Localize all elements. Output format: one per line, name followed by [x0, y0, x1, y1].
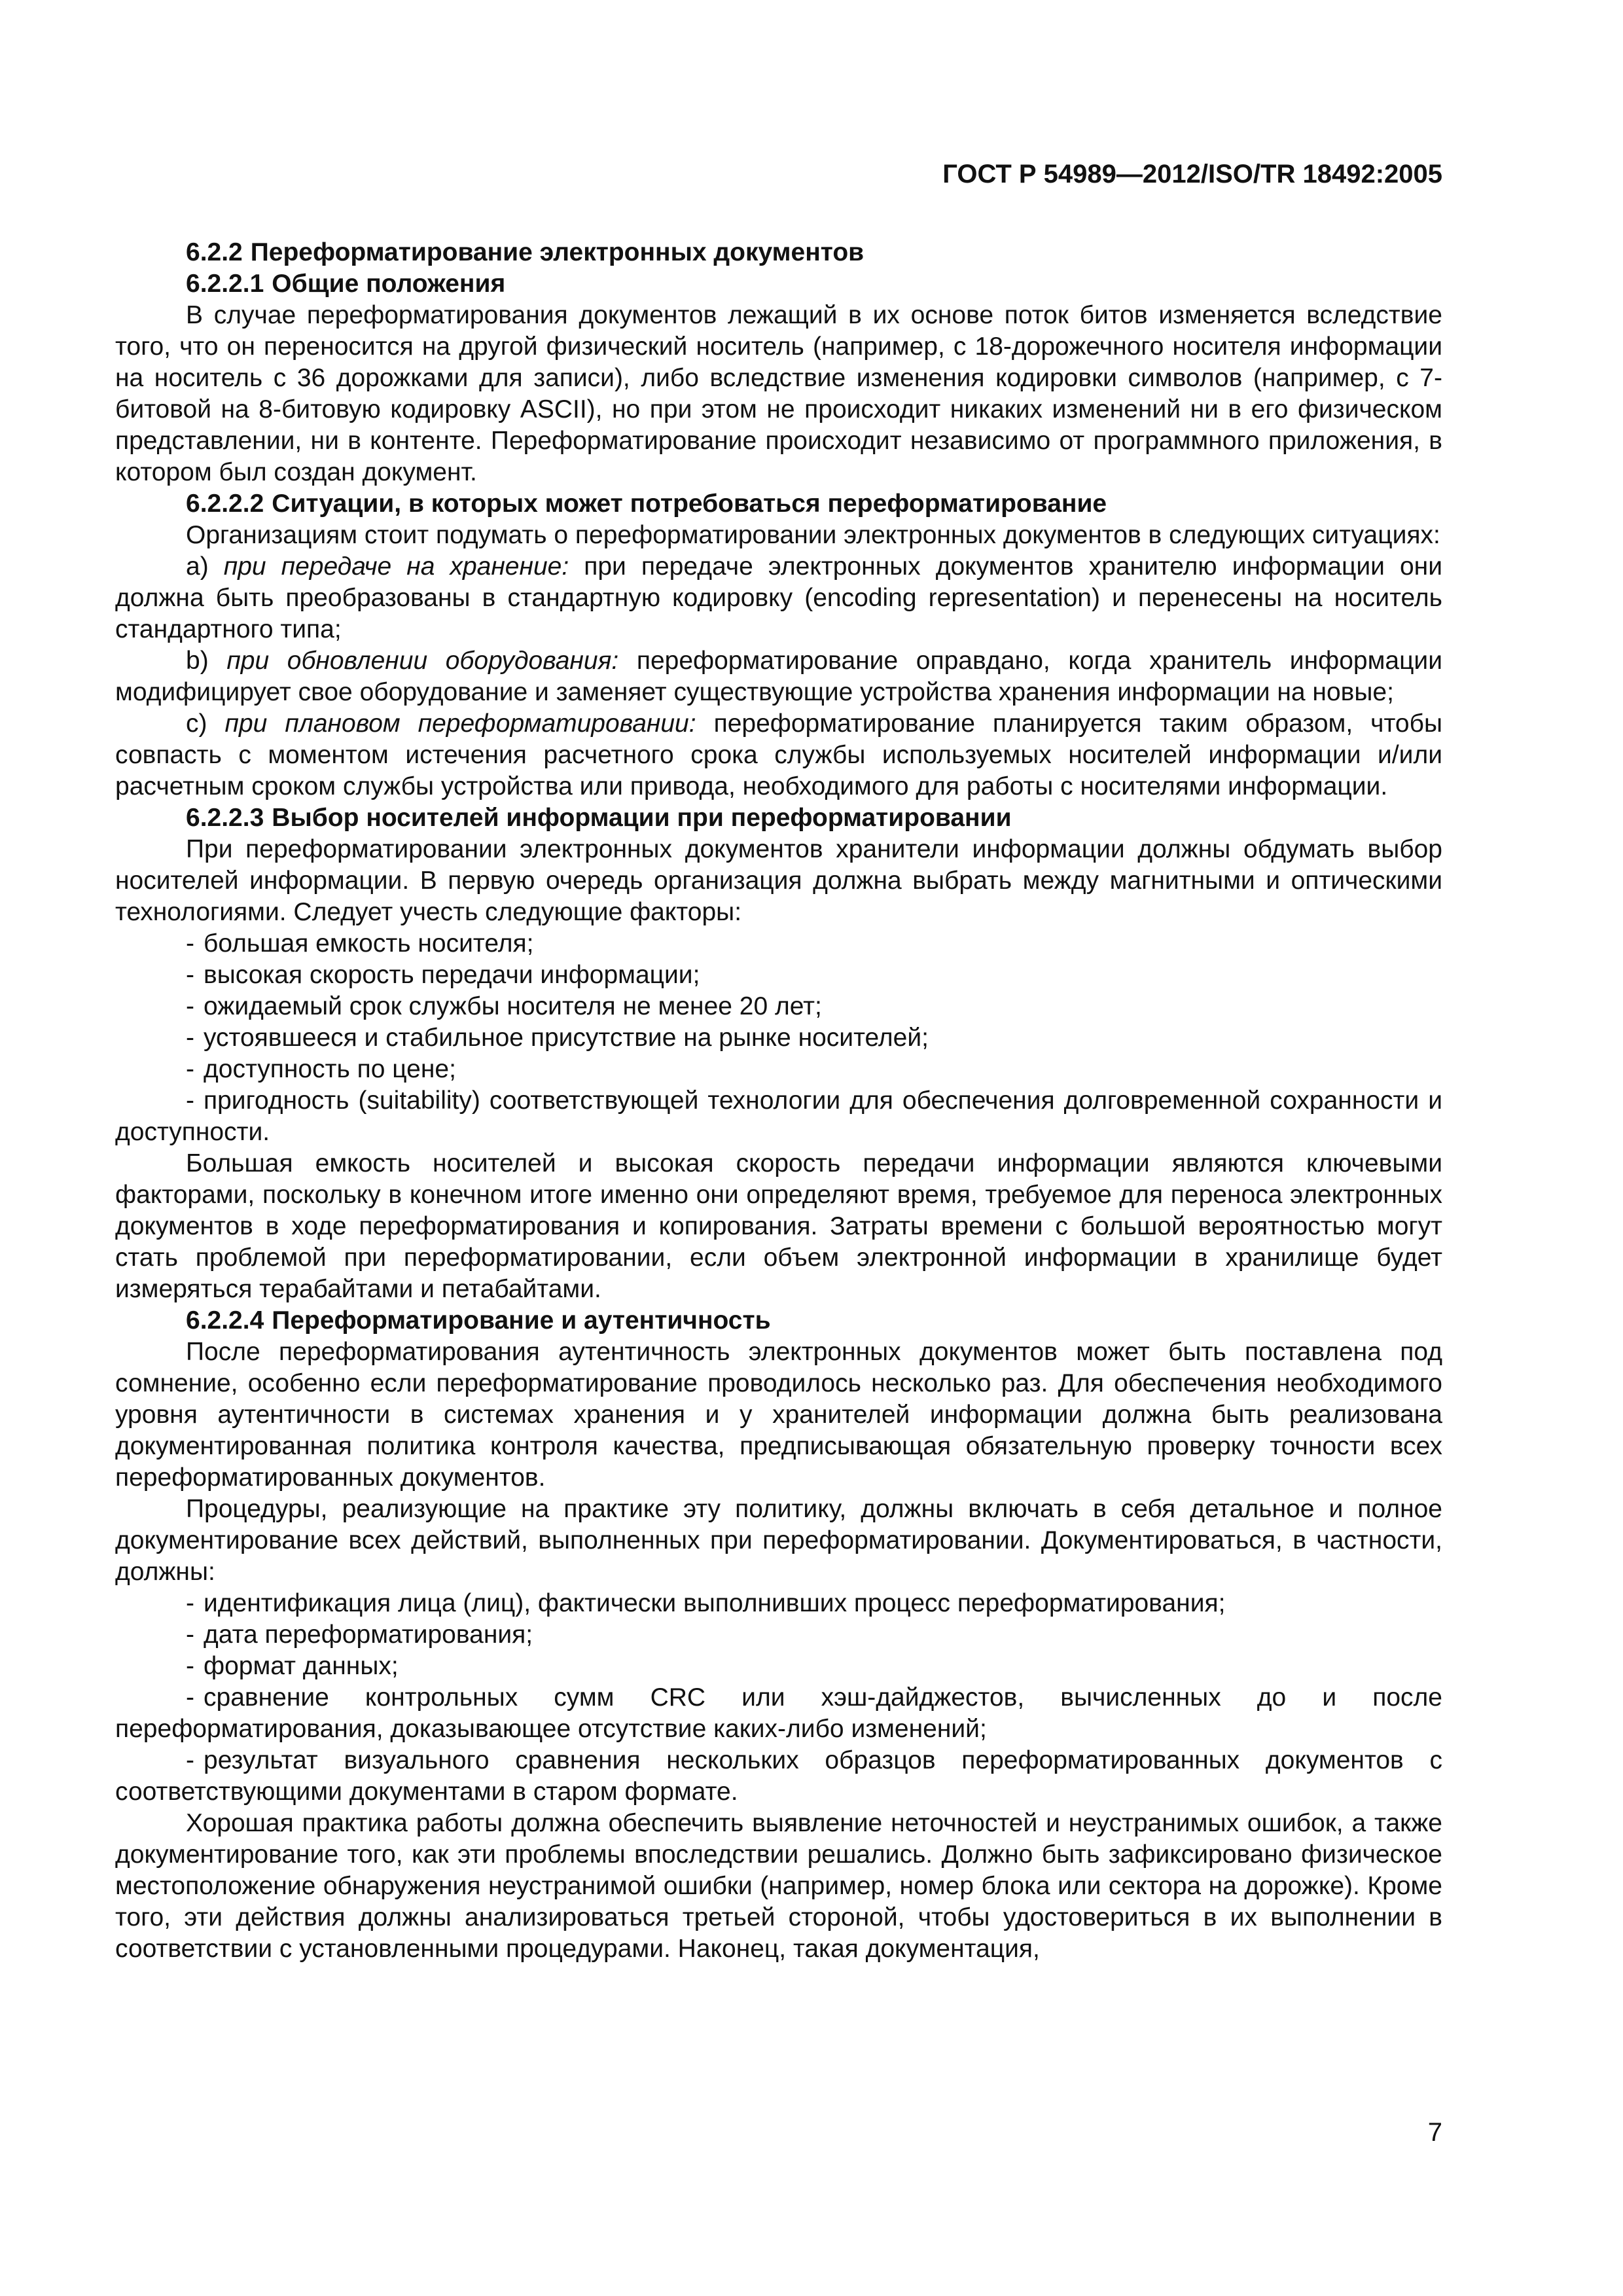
records-list: [115, 1588, 1442, 1808]
section-heading-6-2-2: [115, 237, 1442, 268]
section-number: 6.2.2: [186, 238, 243, 266]
list-item-text: ожидаемый срок службы носителя не менее 20 лет;: [204, 992, 822, 1020]
list-item: - большая емкость носителя;: [186, 929, 534, 958]
section-number: 6.2.2.3: [186, 804, 264, 832]
section-title: Выбор носителей информации при переформатировании: [272, 804, 1012, 832]
paragraph: Хорошая практика работы должна обеспечить выявление неточностей и неустранимых ошибок, а также документирование того, как эти проблемы впоследствии решались. Должно быть зафиксировано физическое местоположение обнаружения неустранимой ошибки (например, номер блока или сектора на дорожке). Кроме того, эти действия должны анализироваться третьей стороной, чтобы удостовериться в их выполнении в соответствии с установленными процедурами. Наконец, такая документация,: [115, 1809, 1442, 1963]
list-item-text: устоявшееся и стабильное присутствие на рынке носителей;: [204, 1024, 929, 1052]
list-item-text: пригодность (suitability) соответствующей технологии для обеспечения долговременной сохранности и доступности.: [115, 1086, 1442, 1146]
list-item-text: дата переформатирования;: [204, 1621, 533, 1649]
list-item-a: [115, 551, 1442, 645]
list-item-c: [115, 708, 1442, 802]
item-term: при передаче на хранение:: [223, 552, 569, 581]
item-label: b): [186, 647, 209, 675]
list-item-text: формат данных;: [204, 1652, 399, 1680]
list-item-text: сравнение контрольных сумм CRC или хэш-дайджестов, вычисленных до и после переформатирования, доказывающее отсутствие каких-либо изменений;: [115, 1683, 1442, 1743]
item-text: переформатирование планируется таким образом, чтобы совпасть с моментом истечения расчетного срока службы используемых носителей информации и/или расчетным сроком службы устройства или привода, необходимого для работы с носителями информации.: [115, 709, 1442, 800]
factor-list: [115, 928, 1442, 1148]
paragraph: В случае переформатирования документов лежащий в их основе поток битов изменяется вследствие того, что он переносится на другой физический носитель (например, с 18-дорожечного носителя информации на носитель с 36 дорожками для записи), либо вследствие изменения кодировки символов (например, с 7-битовой на 8-битовую кодировку ASCII), но при этом не происходит никаких изменений ни в его физическом представлении, ни в контенте. Переформатирование происходит независимо от программного приложения, в котором был создан документ.: [115, 301, 1442, 486]
section-title: Переформатирование электронных документов: [250, 238, 865, 266]
list-item: - формат данных;: [186, 1652, 399, 1680]
item-label: а): [186, 552, 209, 581]
list-item: - сравнение контрольных сумм CRC или хэш-дайджестов, вычисленных до и после переформатирования, доказывающее отсутствие каких-либо изменений;: [115, 1683, 1442, 1743]
section-heading-6-2-2-3: [115, 802, 1442, 834]
list-item: - доступность по цене;: [186, 1055, 456, 1083]
section-title: Общие положения: [272, 270, 506, 298]
page-number: 7: [1427, 2118, 1442, 2147]
document-code: ГОСТ Р 54989—2012/ISO/TR 18492:2005: [942, 160, 1442, 188]
list-item-text: доступность по цене;: [204, 1055, 456, 1083]
section-title: Ситуации, в которых может потребоваться переформатирование: [272, 490, 1107, 518]
list-item-text: результат визуального сравнения нескольких образцов переформатированных документов с соответствующими документами в старом формате.: [115, 1746, 1442, 1806]
section-heading-6-2-2-1: [115, 268, 1442, 300]
section-number: 6.2.2.2: [186, 490, 264, 518]
item-term: при плановом переформатировании:: [224, 709, 696, 738]
list-item: - результат визуального сравнения нескольких образцов переформатированных документов с соответствующими документами в старом формате.: [115, 1746, 1442, 1806]
section-heading-6-2-2-4: [115, 1305, 1442, 1336]
paragraph: Организациям стоит подумать о переформатировании электронных документов в следующих ситуациях:: [186, 521, 1440, 549]
item-text: переформатирование оправдано, когда хранитель информации модифицирует свое оборудование и заменяет существующие устройства хранения информации на новые;: [115, 647, 1442, 706]
item-label: c): [186, 709, 207, 738]
list-item-text: идентификация лица (лиц), фактически выполнивших процесс переформатирования;: [204, 1589, 1226, 1617]
list-item: - дата переформатирования;: [186, 1621, 533, 1649]
paragraph: После переформатирования аутентичность электронных документов может быть поставлена под сомнение, особенно если переформатирование проводилось несколько раз. Для обеспечения необходимого уровня аутентичности в системах хранения и у хранителей информации должна быть реализована документированная политика контроля качества, предписывающая обязательную проверку точности всех переформатированных документов.: [115, 1338, 1442, 1492]
list-item: - идентификация лица (лиц), фактически выполнивших процесс переформатирования;: [186, 1589, 1226, 1617]
list-item: - устоявшееся и стабильное присутствие на рынке носителей;: [186, 1024, 929, 1052]
list-item-b: [115, 645, 1442, 708]
item-term: при обновлении оборудования:: [226, 647, 619, 675]
paragraph: Большая емкость носителей и высокая скорость передачи информации являются ключевыми факторами, поскольку в конечном итоге именно они определяют время, требуемое для переноса электронных документов в ходе переформатирования и копирования. Затраты времени с большой вероятностью могут стать проблемой при переформатировании, если объем электронной информации в хранилище будет измеряться терабайтами и петабайтами.: [115, 1149, 1442, 1303]
section-title: Переформатирование и аутентичность: [272, 1306, 771, 1335]
section-heading-6-2-2-2: [115, 488, 1442, 520]
section-number: 6.2.2.1: [186, 270, 264, 298]
list-item: - высокая скорость передачи информации;: [186, 961, 700, 989]
item-text: при передаче электронных документов хранителю информации они должна быть преобразованы в стандартную кодировку (encoding representation) и перенесены на носитель стандартного типа;: [115, 552, 1442, 643]
paragraph: При переформатировании электронных документов хранители информации должны обдумать выбор носителей информации. В первую очередь организация должна выбрать между магнитными и оптическими технологиями. Следует учесть следующие факторы:: [115, 835, 1442, 926]
list-item-text: большая емкость носителя;: [204, 929, 534, 958]
list-item: - ожидаемый срок службы носителя не менее 20 лет;: [186, 992, 822, 1020]
list-item-text: высокая скорость передачи информации;: [204, 961, 700, 989]
paragraph: Процедуры, реализующие на практике эту политику, должны включать в себя детальное и полное документирование всех действий, выполненных при переформатировании. Документироваться, в частности, должны:: [115, 1495, 1442, 1586]
list-item: - пригодность (suitability) соответствующей технологии для обеспечения долговременной сохранности и доступности.: [115, 1086, 1442, 1146]
section-number: 6.2.2.4: [186, 1306, 264, 1335]
